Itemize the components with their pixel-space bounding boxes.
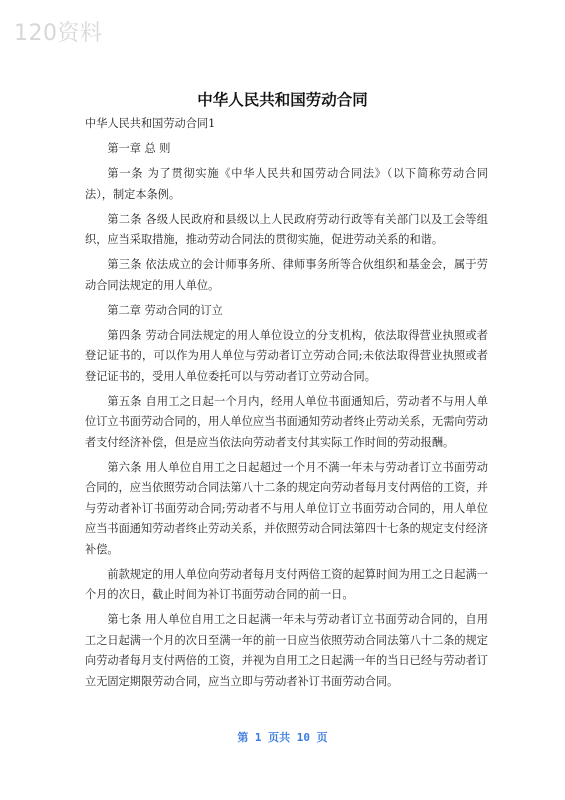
article-paragraph: 第六条 用人单位自用工之日起超过一个月不满一年未与劳动者订立书面劳动合同的，应当依照劳动合同法第八十二条的规定向劳动者每月支付两倍的工资，并与劳动者补订书面劳动合同;劳动者不与用人单位订立书面劳动合同的，用人单位应当书面通知劳动者终止劳动关系，并依照劳动合同法第四十七条的规定支付经济补偿。 — [85, 460, 488, 556]
watermark-logo: 120资料 — [14, 21, 103, 46]
subtitle-line: 中华人民共和国劳动合同1 — [85, 117, 216, 130]
chapter-heading: 第一章 总 则 — [107, 142, 171, 155]
article-paragraph: 前款规定的用人单位向劳动者每月支付两倍工资的起算时间为用工之日起满一个月的次日，截止时间为补订书面劳动合同的前一日。 — [85, 567, 488, 601]
document-body — [85, 114, 488, 697]
chapter-heading: 第二章 劳动合同的订立 — [107, 303, 223, 317]
page-number: 第 1 页共 10 页 — [237, 731, 328, 744]
article-paragraph: 第七条 用人单位自用工之日起满一年未与劳动者订立书面劳动合同的，自用工之日起满一个月的次日至满一年的前一日应当依照劳动合同法第八十二条的规定向劳动者每月支付两倍的工资，并视为自用工之日起满一年的当日已经与劳动者订立无固定期限劳动合同，应当立即与劳动者补订书面劳动合同。 — [85, 613, 488, 688]
article-paragraph: 第四条 劳动合同法规定的用人单位设立的分支机构，依法取得营业执照或者登记证书的，可以作为用人单位与劳动者订立劳动合同;未依法取得营业执照或者登记证书的，受用人单位委托可以与劳动者订立劳动合同。 — [85, 328, 488, 383]
article-paragraph: 第三条 依法成立的会计师事务所、律师事务所等合伙组织和基金会，属于劳动合同法规定的用人单位。 — [85, 258, 488, 292]
article-paragraph: 第一条 为了贯彻实施《中华人民共和国劳动合同法》（以下简称劳动合同法），制定本条例。 — [85, 167, 488, 201]
article-paragraph: 第五条 自用工之日起一个月内，经用人单位书面通知后，劳动者不与用人单位订立书面劳动合同的，用人单位应当书面通知劳动者终止劳动关系，无需向劳动者支付经济补偿，但是应当依法向劳动者支付其实际工作时间的劳动报酬。 — [85, 394, 488, 449]
document-title: 中华人民共和国劳动合同 — [197, 91, 368, 109]
article-paragraph: 第二条 各级人民政府和县级以上人民政府劳动行政等有关部门以及工会等组织，应当采取措施，推动劳动合同法的贯彻实施，促进劳动关系的和谐。 — [85, 212, 488, 246]
